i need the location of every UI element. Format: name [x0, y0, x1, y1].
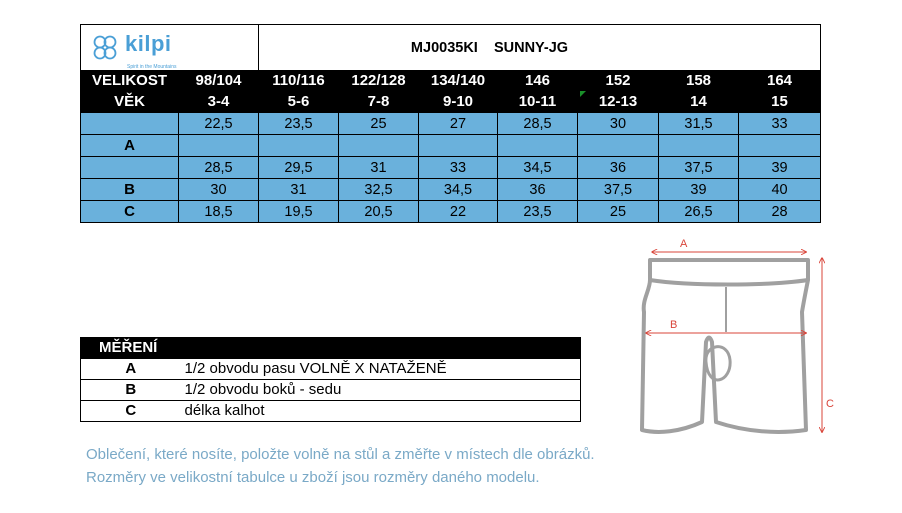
table-row — [81, 157, 821, 179]
measurement-header — [81, 338, 581, 359]
size-cell: 122/128 — [339, 71, 419, 92]
age-cell: 9-10 — [419, 92, 498, 113]
age-row-label: VĚK — [81, 92, 179, 113]
age-cell: 10-11 — [498, 92, 578, 113]
size-cell: 110/116 — [259, 71, 339, 92]
value-cell: 20,5 — [339, 201, 419, 223]
measure-c-arrow — [822, 258, 834, 432]
measurement-key: B — [81, 380, 181, 401]
value-cell: 19,5 — [259, 201, 339, 223]
kilpi-logo — [91, 31, 181, 70]
value-cell: 33 — [419, 157, 498, 179]
value-cell — [339, 135, 419, 157]
measurement-key: A — [81, 359, 181, 380]
measurement-desc: 1/2 obvodu pasu VOLNĚ X NATAŽENĚ — [181, 359, 581, 380]
brand-name: kilpi — [125, 31, 172, 56]
measurement-row — [81, 359, 581, 380]
value-cell: 36 — [578, 157, 659, 179]
value-cell: 40 — [739, 179, 821, 201]
age-cell: 7-8 — [339, 92, 419, 113]
logo-cell — [81, 25, 259, 71]
value-cell — [659, 135, 739, 157]
value-cell — [578, 135, 659, 157]
value-cell: 39 — [659, 179, 739, 201]
value-cell — [419, 135, 498, 157]
shorts-outline — [642, 260, 808, 432]
table-row — [81, 113, 821, 135]
size-header-row — [81, 71, 821, 92]
value-cell: 31,5 — [659, 113, 739, 135]
value-cell: 26,5 — [659, 201, 739, 223]
age-cell: 12-13 — [578, 92, 659, 113]
product-code: MJ0035KI — [410, 39, 478, 56]
value-cell: 22,5 — [179, 113, 259, 135]
label-b: B — [670, 319, 678, 331]
value-cell: 22 — [419, 201, 498, 223]
age-cell: 14 — [659, 92, 739, 113]
measurement-desc: 1/2 obvodu boků - sedu — [181, 380, 581, 401]
measurement-heading: MĚŘENÍ — [81, 338, 581, 359]
measurement-table — [80, 337, 581, 422]
value-cell: 36 — [498, 179, 578, 201]
measuring-instruction: Oblečení, které nosíte, položte volně na stůl a změřte v místech dle obrázků. — [86, 446, 595, 463]
table-row — [81, 201, 821, 223]
brand-tagline: Spirit in the Mountains — [127, 64, 177, 70]
value-cell — [179, 135, 259, 157]
value-cell: 34,5 — [419, 179, 498, 201]
measurement-key: C — [81, 401, 181, 422]
measure-a-arrow — [652, 238, 806, 252]
value-cell: 28,5 — [498, 113, 578, 135]
value-cell: 39 — [739, 157, 821, 179]
size-cell: 98/104 — [179, 71, 259, 92]
value-cell: 28 — [739, 201, 821, 223]
size-table — [80, 24, 821, 223]
table-row — [81, 135, 821, 157]
value-cell: 37,5 — [578, 179, 659, 201]
value-cell: 25 — [339, 113, 419, 135]
title-row — [81, 25, 821, 71]
size-cell: 146 — [498, 71, 578, 92]
value-cell: 23,5 — [259, 113, 339, 135]
value-cell: 30 — [578, 113, 659, 135]
row-label: B — [81, 179, 179, 201]
value-cell: 25 — [578, 201, 659, 223]
model-note: Rozměry ve velikostní tabulce u zboží jsou rozměry daného modelu. — [86, 469, 540, 486]
size-cell: 158 — [659, 71, 739, 92]
size-cell: 164 — [739, 71, 821, 92]
measurement-desc: délka kalhot — [181, 401, 581, 422]
product-name: SUNNY-JG — [493, 39, 569, 56]
size-row-label: VELIKOST — [81, 71, 179, 92]
value-cell: 18,5 — [179, 201, 259, 223]
value-cell — [259, 135, 339, 157]
shorts-diagram — [628, 232, 838, 447]
value-cell: 32,5 — [339, 179, 419, 201]
value-cell: 33 — [739, 113, 821, 135]
value-cell: 29,5 — [259, 157, 339, 179]
value-cell: 31 — [339, 157, 419, 179]
value-cell — [739, 135, 821, 157]
row-label — [81, 157, 179, 179]
value-cell: 27 — [419, 113, 498, 135]
value-cell: 30 — [179, 179, 259, 201]
label-c: C — [826, 398, 834, 410]
age-header-row — [81, 92, 821, 113]
value-cell: 34,5 — [498, 157, 578, 179]
measurement-row — [81, 401, 581, 422]
row-label — [81, 113, 179, 135]
product-title — [259, 25, 821, 71]
age-cell: 3-4 — [179, 92, 259, 113]
row-label: A — [81, 135, 179, 157]
size-cell: 152 — [578, 71, 659, 92]
size-cell: 134/140 — [419, 71, 498, 92]
value-cell — [498, 135, 578, 157]
kilpi-knot-icon — [91, 33, 119, 63]
age-cell: 5-6 — [259, 92, 339, 113]
measurement-row — [81, 380, 581, 401]
value-cell: 28,5 — [179, 157, 259, 179]
value-cell: 31 — [259, 179, 339, 201]
table-row — [81, 179, 821, 201]
age-cell: 15 — [739, 92, 821, 113]
comment-marker-icon — [580, 91, 586, 97]
row-label: C — [81, 201, 179, 223]
value-cell: 23,5 — [498, 201, 578, 223]
label-a: A — [680, 238, 688, 250]
value-cell: 37,5 — [659, 157, 739, 179]
